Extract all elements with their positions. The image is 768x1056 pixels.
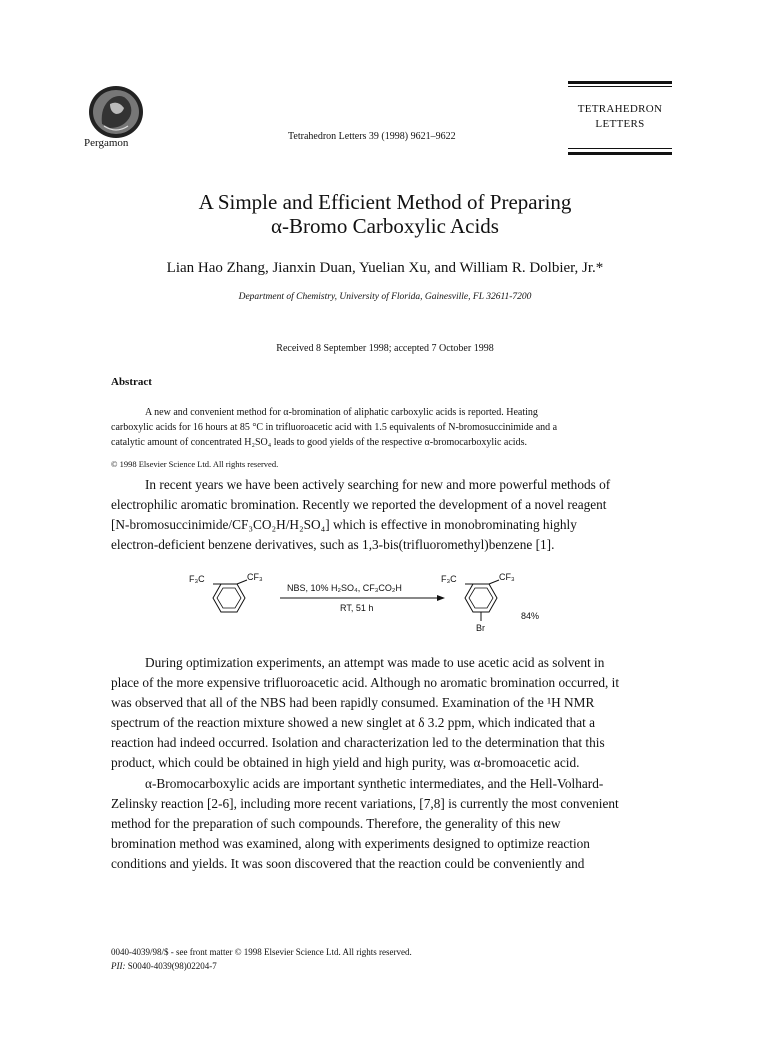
bond	[237, 580, 247, 584]
arrowhead	[437, 595, 445, 601]
paragraph-line: α-Bromocarboxylic acids are important synthetic intermediates, and the Hell-Volhard-	[145, 776, 604, 791]
paragraph-line: conditions and yields. It was soon discovered that the reaction could be conveniently and	[111, 856, 585, 871]
paragraph-line: During optimization experiments, an attempt was made to use acetic acid as solvent in	[145, 655, 605, 670]
author-list: Lian Hao Zhang, Jianxin Duan, Yuelian Xu, and William R. Dolbier, Jr.*	[166, 260, 604, 276]
paragraph-line: method for the preparation of such compounds. Therefore, the generality of this new	[111, 816, 561, 831]
journal-name-line2: LETTERS	[595, 118, 645, 130]
affiliation: Department of Chemistry, University of Florida, Gainesville, FL 32611-7200	[238, 292, 532, 302]
reactant-substituent-right: CF₃	[247, 572, 263, 582]
bond	[489, 580, 499, 584]
paragraph-line: spectrum of the reaction mixture showed a new singlet at δ 3.2 ppm, which indicated that a	[111, 715, 596, 730]
paragraph-line: product, which could be obtained in high yield and high purity, was α-bromoacetic acid.	[111, 755, 580, 770]
paragraph-line: [N-bromosuccinimide/CF₃CO₂H/H₂SO₄] which is effective in monobrominating highly	[111, 517, 577, 532]
publisher-name: Pergamon	[84, 137, 129, 149]
title-line: α-Bromo Carboxylic Acids	[271, 214, 499, 238]
product-substituent-left: F₃C	[441, 574, 457, 584]
reactant-ring-inner	[217, 588, 241, 608]
body-paragraph-3	[111, 774, 666, 874]
paragraph-line: reaction had indeed occurred. Isolation and characterization led to the determination that this	[111, 735, 605, 750]
paragraph-line: place of the more expensive trifluoroacetic acid. Although no aromatic bromination occurred, it	[111, 675, 620, 690]
paragraph-line: was observed that all of the NBS had been rapidly consumed. Examination of the ¹H NMR	[111, 695, 595, 710]
title-line: A Simple and Efficient Method of Preparing	[198, 190, 572, 214]
body-paragraph-2	[111, 653, 666, 773]
product-yield: 84%	[521, 611, 540, 621]
product-ring-inner	[469, 588, 493, 608]
received-dates: Received 8 September 1998; accepted 7 October 1998	[276, 343, 494, 354]
abstract-line: A new and convenient method for α-bromination of aliphatic carboxylic acids is reported. Heating	[145, 407, 538, 418]
pergamon-logo	[80, 84, 152, 140]
paragraph-line: electrophilic aromatic bromination. Recently we reported the development of a novel reagent	[111, 497, 607, 512]
body-paragraph-1	[111, 475, 666, 555]
abstract-line: carboxylic acids for 16 hours at 85 °C in trifluoroacetic acid with 1.5 equivalents of N-bromosuccinimide and a	[111, 422, 558, 433]
header-rule	[568, 81, 672, 84]
pii-value: S0040-4039(98)02204-7	[127, 961, 217, 971]
journal-name-line1: TETRAHEDRON	[577, 103, 663, 115]
paragraph-line: In recent years we have been actively searching for new and more powerful methods of	[145, 477, 611, 492]
reaction-scheme	[175, 568, 575, 638]
front-matter-notice: 0040-4039/98/$ - see front matter © 1998 Elsevier Science Ltd. All rights reserved.	[111, 947, 412, 957]
pii-label: PII:	[111, 961, 126, 971]
abstract-line: catalytic amount of concentrated H₂SO₄ leads to good yields of the respective α-bromocarboxylic acids.	[111, 437, 527, 448]
reaction-conditions: NBS, 10% H₂SO₄, CF₃CO₂H	[287, 583, 402, 593]
product-substituent-right: CF₃	[499, 572, 515, 582]
pii-line	[111, 961, 217, 971]
abstract-heading: Abstract	[111, 376, 152, 388]
paragraph-line: bromination method was examined, along with experiments designed to optimize reaction	[111, 836, 590, 851]
reaction-time: RT, 51 h	[340, 603, 374, 613]
paragraph-line: electron-deficient benzene derivatives, such as 1,3-bis(trifluoromethyl)benzene [1].	[111, 537, 555, 552]
journal-citation: Tetrahedron Letters 39 (1998) 9621–9622	[288, 131, 456, 142]
reactant-substituent-left: F₃C	[189, 574, 205, 584]
header-rule	[568, 148, 672, 149]
header-rule	[568, 152, 672, 155]
header-rule	[568, 86, 672, 87]
paragraph-line: Zelinsky reaction [2-6], including more recent variations, [7,8] is currently the most convenient	[111, 796, 619, 811]
product-substituent-bottom: Br	[476, 623, 485, 633]
abstract-body	[111, 405, 663, 450]
article-title	[100, 190, 670, 238]
abstract-copyright: © 1998 Elsevier Science Ltd. All rights reserved.	[111, 459, 279, 469]
journal-title-block	[568, 81, 672, 157]
